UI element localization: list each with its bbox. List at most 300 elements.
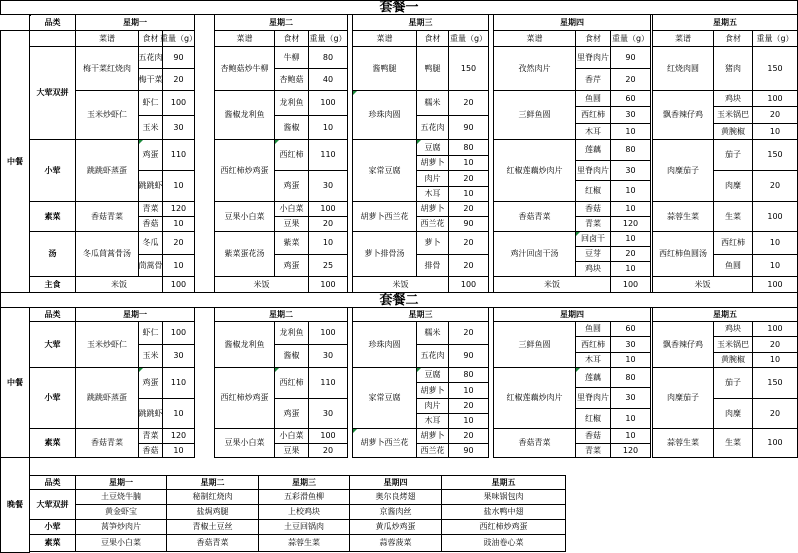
dish-name: 酱椒龙利鱼 bbox=[214, 321, 275, 368]
header-day: 星期二 bbox=[214, 307, 348, 322]
ingredient-weight: 20 bbox=[610, 246, 651, 262]
header-day: 星期五 bbox=[652, 307, 798, 322]
header-day: 星期一 bbox=[75, 14, 195, 31]
ingredient-name: 五花肉 bbox=[416, 115, 449, 140]
ingredient-weight: 100 bbox=[752, 428, 798, 458]
ingredient-name: 虾仁 bbox=[138, 90, 163, 116]
ingredient-weight: 120 bbox=[610, 443, 651, 458]
dish-name: 家常豆腐 bbox=[352, 367, 417, 429]
dish-name: 萝卜排骨汤 bbox=[352, 231, 417, 277]
dish-name: 蒜蓉生菜 bbox=[652, 201, 714, 232]
ingredient-name: 鸡蛋 bbox=[274, 254, 309, 277]
ingredient-weight: 100 bbox=[752, 201, 798, 232]
dinner-dish: 黄金虾宝 bbox=[75, 504, 167, 520]
header-day: 星期四 bbox=[493, 14, 651, 31]
dish-name: 珍珠肉圆 bbox=[352, 321, 417, 368]
ingredient-name: 玉米 bbox=[138, 115, 163, 140]
ingredient-weight: 110 bbox=[308, 367, 348, 399]
dish-name: 蒜蓉生菜 bbox=[652, 428, 714, 458]
ingredient-name: 鱼圆 bbox=[575, 90, 611, 107]
ingredient-name: 回卤干 bbox=[575, 231, 611, 247]
dish-name: 三鲜鱼圆 bbox=[493, 90, 576, 140]
ingredient-name: 木耳 bbox=[575, 352, 611, 368]
dish-name: 豆果小白菜 bbox=[214, 428, 275, 458]
ingredient-weight: 10 bbox=[752, 254, 798, 277]
ingredient-name: 西红柿 bbox=[575, 106, 611, 124]
category-label: 素菜 bbox=[29, 201, 76, 232]
ingredient-name: 生菜 bbox=[713, 428, 753, 458]
header-weight: 重量（g） bbox=[752, 30, 798, 47]
ingredient-name: 排骨 bbox=[416, 254, 449, 277]
cell-comment-marker bbox=[353, 429, 357, 433]
ingredient-name: 玉米锅巴 bbox=[713, 106, 753, 124]
ingredient-name: 鸡蛋 bbox=[274, 398, 309, 429]
ingredient-name: 玉米锅巴 bbox=[713, 336, 753, 353]
header-dish: 菜谱 bbox=[652, 30, 714, 47]
ingredient-weight: 110 bbox=[162, 367, 195, 399]
dish-name: 梅干菜红烧肉 bbox=[75, 46, 139, 91]
ingredient-name: 龙利鱼 bbox=[274, 321, 309, 345]
ingredient-name: 豆腐 bbox=[416, 367, 449, 383]
ingredient-name: 香菇 bbox=[138, 443, 163, 458]
meal-label: 中餐 bbox=[0, 307, 30, 458]
dish-name: 香菇青菜 bbox=[493, 201, 576, 232]
dinner-dish: 土豆回锅肉 bbox=[258, 519, 350, 535]
ingredient-weight: 80 bbox=[610, 139, 651, 161]
ingredient-weight: 20 bbox=[308, 443, 348, 458]
header-dish: 菜谱 bbox=[75, 30, 139, 47]
ingredient-weight: 10 bbox=[448, 155, 489, 171]
ingredient-weight: 120 bbox=[610, 216, 651, 232]
category-label: 大荤双拼 bbox=[29, 46, 76, 140]
dinner-dish: 奥尔良烤翅 bbox=[349, 489, 442, 505]
ingredient-name: 鸡块 bbox=[575, 261, 611, 277]
dish-name: 香菇青菜 bbox=[493, 428, 576, 458]
dish-name: 孜然肉片 bbox=[493, 46, 576, 91]
ingredient-name: 黄腕椒 bbox=[713, 352, 753, 368]
dinner-dish: 西红柿炒鸡蛋 bbox=[441, 519, 566, 535]
cell-comment-marker bbox=[417, 140, 421, 144]
ingredient-name: 小白菜 bbox=[274, 201, 309, 217]
ingredient-weight: 100 bbox=[162, 90, 195, 116]
ingredient-name: 肉片 bbox=[416, 398, 449, 414]
meal-label: 晚餐 bbox=[0, 457, 30, 553]
category-label: 素菜 bbox=[29, 534, 76, 552]
cell-comment-marker bbox=[139, 140, 143, 144]
staple-weight: 100 bbox=[162, 276, 195, 293]
ingredient-name: 茄子 bbox=[713, 139, 753, 171]
dish-name: 飘香辣仔鸡 bbox=[652, 90, 714, 140]
ingredient-name: 木耳 bbox=[416, 413, 449, 429]
ingredient-name: 鸡蛋 bbox=[138, 367, 163, 399]
ingredient-weight: 150 bbox=[752, 46, 798, 91]
dish-name: 家常豆腐 bbox=[352, 139, 417, 202]
dish-name: 西红柿炒鸡蛋 bbox=[214, 367, 275, 429]
ingredient-weight: 120 bbox=[162, 201, 195, 217]
ingredient-name: 豆果 bbox=[274, 443, 309, 458]
ingredient-name: 里脊肉片 bbox=[575, 387, 611, 409]
ingredient-weight: 10 bbox=[610, 352, 651, 368]
ingredient-name: 青菜 bbox=[138, 201, 163, 217]
ingredient-name: 五花肉 bbox=[416, 344, 449, 368]
ingredient-weight: 20 bbox=[162, 68, 195, 91]
ingredient-weight: 20 bbox=[752, 170, 798, 202]
cell-comment-marker bbox=[275, 140, 279, 144]
header-dish: 菜谱 bbox=[214, 30, 275, 47]
category-label: 主食 bbox=[29, 276, 76, 293]
header-weight: 重量（g） bbox=[308, 30, 348, 47]
cell-comment-marker bbox=[576, 232, 580, 236]
ingredient-name: 猪肉 bbox=[713, 46, 753, 91]
ingredient-weight: 10 bbox=[162, 254, 195, 277]
header-ingredient: 食材 bbox=[575, 30, 611, 47]
dinner-dish: 豉油卷心菜 bbox=[441, 534, 566, 552]
ingredient-name: 小白菜 bbox=[274, 428, 309, 444]
staple-weight: 100 bbox=[448, 276, 489, 293]
dish-name: 珍珠肉圆 bbox=[352, 90, 417, 140]
ingredient-weight: 80 bbox=[448, 367, 489, 383]
category-label: 大荤双拼 bbox=[29, 489, 76, 520]
ingredient-name: 茼蒿骨 bbox=[138, 254, 163, 277]
ingredient-weight: 20 bbox=[162, 231, 195, 255]
category-label: 小荤 bbox=[29, 139, 76, 202]
ingredient-weight: 10 bbox=[752, 231, 798, 255]
ingredient-name: 酱椒 bbox=[274, 344, 309, 368]
dish-name: 冬瓜茼蒿骨汤 bbox=[75, 231, 139, 277]
ingredient-name: 糯米 bbox=[416, 90, 449, 116]
ingredient-weight: 30 bbox=[308, 170, 348, 202]
ingredient-weight: 10 bbox=[162, 170, 195, 202]
ingredient-weight: 30 bbox=[610, 336, 651, 353]
ingredient-name: 肉糜 bbox=[713, 170, 753, 202]
ingredient-name: 里脊肉片 bbox=[575, 46, 611, 69]
ingredient-weight: 20 bbox=[448, 254, 489, 277]
dish-name: 豆果小白菜 bbox=[214, 201, 275, 232]
ingredient-name: 梅干菜 bbox=[138, 68, 163, 91]
staple-name: 米饭 bbox=[75, 276, 163, 293]
dish-name: 三鲜鱼圆 bbox=[493, 321, 576, 368]
ingredient-name: 肉糜 bbox=[713, 398, 753, 429]
dish-name: 玉米炒虾仁 bbox=[75, 321, 139, 368]
header-ingredient: 食材 bbox=[416, 30, 449, 47]
ingredient-name: 青菜 bbox=[575, 443, 611, 458]
set-title: 套餐一 bbox=[0, 0, 798, 15]
dish-name: 香菇青菜 bbox=[75, 201, 139, 232]
ingredient-weight: 10 bbox=[610, 261, 651, 277]
dish-name: 玉米炒虾仁 bbox=[75, 90, 139, 140]
ingredient-weight: 10 bbox=[162, 398, 195, 429]
ingredient-name: 豆芽 bbox=[575, 246, 611, 262]
dish-name: 红椒莲藕炒肉片 bbox=[493, 139, 576, 202]
ingredient-name: 青菜 bbox=[138, 428, 163, 444]
ingredient-weight: 100 bbox=[308, 428, 348, 444]
staple-name: 米饭 bbox=[352, 276, 449, 293]
ingredient-weight: 90 bbox=[610, 46, 651, 69]
ingredient-name: 胡萝卜 bbox=[416, 382, 449, 399]
dinner-dish: 青椒土豆丝 bbox=[166, 519, 259, 535]
ingredient-weight: 10 bbox=[610, 428, 651, 444]
ingredient-weight: 20 bbox=[448, 170, 489, 187]
ingredient-weight: 110 bbox=[308, 139, 348, 171]
ingredient-weight: 100 bbox=[752, 90, 798, 107]
ingredient-weight: 20 bbox=[448, 231, 489, 255]
header-day: 星期五 bbox=[652, 14, 798, 31]
ingredient-name: 莲藕 bbox=[575, 367, 611, 388]
ingredient-weight: 90 bbox=[448, 443, 489, 458]
ingredient-weight: 20 bbox=[448, 428, 489, 444]
ingredient-name: 酱椒 bbox=[274, 115, 309, 140]
ingredient-name: 糯米 bbox=[416, 321, 449, 345]
ingredient-weight: 110 bbox=[162, 139, 195, 171]
dish-name: 红椒莲藕炒肉片 bbox=[493, 367, 576, 429]
dish-name: 香菇青菜 bbox=[75, 428, 139, 458]
ingredient-weight: 10 bbox=[610, 201, 651, 217]
dish-name: 鸡汁回卤干汤 bbox=[493, 231, 576, 277]
ingredient-name: 萝卜 bbox=[416, 231, 449, 255]
header-day: 星期四 bbox=[493, 307, 651, 322]
dinner-dish: 果味锅包肉 bbox=[441, 489, 566, 505]
ingredient-name: 鸭腿 bbox=[416, 46, 449, 91]
ingredient-weight: 30 bbox=[610, 160, 651, 181]
staple-weight: 100 bbox=[610, 276, 651, 293]
ingredient-weight: 90 bbox=[162, 46, 195, 69]
dish-name: 西红柿鱼圆汤 bbox=[652, 231, 714, 277]
ingredient-name: 豆腐 bbox=[416, 139, 449, 156]
ingredient-weight: 100 bbox=[308, 90, 348, 116]
category-label: 大荤 bbox=[29, 321, 76, 368]
ingredient-weight: 40 bbox=[308, 68, 348, 91]
category-label: 汤 bbox=[29, 231, 76, 277]
ingredient-weight: 10 bbox=[610, 408, 651, 429]
ingredient-name: 青菜 bbox=[575, 216, 611, 232]
ingredient-name: 西红柿 bbox=[713, 231, 753, 255]
dish-name: 跳跳虾蒸蛋 bbox=[75, 139, 139, 202]
dinner-dish: 盐焗鸡腿 bbox=[166, 504, 259, 520]
ingredient-weight: 10 bbox=[610, 180, 651, 202]
header-ingredient: 食材 bbox=[274, 30, 309, 47]
header-day: 星期二 bbox=[214, 14, 348, 31]
staple-weight: 100 bbox=[308, 276, 348, 293]
ingredient-name: 胡萝卜 bbox=[416, 201, 449, 217]
ingredient-weight: 60 bbox=[610, 321, 651, 337]
ingredient-name: 胡萝卜 bbox=[416, 155, 449, 171]
dinner-dish: 五彩滑鱼柳 bbox=[258, 489, 350, 505]
staple-weight: 100 bbox=[752, 276, 798, 293]
category-label: 小荤 bbox=[29, 367, 76, 429]
dinner-dish: 豆果小白菜 bbox=[75, 534, 167, 552]
header-day: 星期一 bbox=[75, 475, 167, 490]
ingredient-weight: 10 bbox=[162, 443, 195, 458]
ingredient-weight: 10 bbox=[308, 231, 348, 255]
ingredient-weight: 100 bbox=[308, 321, 348, 345]
dinner-dish: 京酱肉丝 bbox=[349, 504, 442, 520]
ingredient-weight: 30 bbox=[308, 344, 348, 368]
ingredient-name: 莲藕 bbox=[575, 139, 611, 161]
ingredient-weight: 80 bbox=[308, 46, 348, 69]
dinner-dish: 黄瓜炒鸡蛋 bbox=[349, 519, 442, 535]
header-category: 品类 bbox=[29, 475, 76, 490]
header-day: 星期三 bbox=[352, 307, 489, 322]
ingredient-weight: 10 bbox=[308, 115, 348, 140]
ingredient-name: 西红柿 bbox=[274, 139, 309, 171]
ingredient-name: 鸡蛋 bbox=[138, 139, 163, 171]
ingredient-name: 胡萝卜 bbox=[416, 428, 449, 444]
dish-name: 肉糜茄子 bbox=[652, 139, 714, 202]
ingredient-weight: 150 bbox=[752, 139, 798, 171]
ingredient-weight: 25 bbox=[308, 254, 348, 277]
header-ingredient: 食材 bbox=[138, 30, 163, 47]
header-category: 品类 bbox=[29, 14, 76, 31]
header-day: 星期四 bbox=[349, 475, 442, 490]
dish-name: 胡萝卜西兰花 bbox=[352, 201, 417, 232]
dinner-dish: 香菇青菜 bbox=[166, 534, 259, 552]
ingredient-weight: 20 bbox=[752, 336, 798, 353]
ingredient-name: 五花肉 bbox=[138, 46, 163, 69]
dish-name: 肉糜茄子 bbox=[652, 367, 714, 429]
header-weight: 重量（g） bbox=[610, 30, 651, 47]
ingredient-weight: 10 bbox=[448, 186, 489, 202]
ingredient-name: 红椒 bbox=[575, 180, 611, 202]
ingredient-weight: 60 bbox=[610, 90, 651, 107]
ingredient-weight: 20 bbox=[448, 90, 489, 116]
ingredient-weight: 20 bbox=[448, 201, 489, 217]
ingredient-weight: 10 bbox=[610, 123, 651, 140]
ingredient-name: 香菇 bbox=[575, 428, 611, 444]
ingredient-weight: 100 bbox=[162, 321, 195, 345]
cell-comment-marker bbox=[417, 368, 421, 372]
ingredient-name: 西红柿 bbox=[575, 336, 611, 353]
ingredient-weight: 30 bbox=[162, 115, 195, 140]
ingredient-name: 木耳 bbox=[416, 186, 449, 202]
header-day: 星期五 bbox=[441, 475, 566, 490]
dish-name: 飘香辣仔鸡 bbox=[652, 321, 714, 368]
ingredient-weight: 10 bbox=[448, 382, 489, 399]
ingredient-weight: 100 bbox=[752, 321, 798, 337]
header-weight: 重量（g） bbox=[448, 30, 489, 47]
ingredient-name: 肉片 bbox=[416, 170, 449, 187]
ingredient-weight: 80 bbox=[448, 139, 489, 156]
ingredient-name: 豆果 bbox=[274, 216, 309, 232]
header-day: 星期一 bbox=[75, 307, 195, 322]
ingredient-name: 鸡蛋 bbox=[274, 170, 309, 202]
dinner-dish: 蒜蓉菠菜 bbox=[349, 534, 442, 552]
ingredient-weight: 20 bbox=[752, 106, 798, 124]
ingredient-weight: 10 bbox=[448, 413, 489, 429]
header-dish: 菜谱 bbox=[352, 30, 417, 47]
dish-name: 杏鲍菇炒牛柳 bbox=[214, 46, 275, 91]
header-dish: 菜谱 bbox=[493, 30, 576, 47]
category-label: 小荤 bbox=[29, 519, 76, 535]
ingredient-name: 玉米 bbox=[138, 344, 163, 368]
ingredient-weight: 100 bbox=[308, 201, 348, 217]
ingredient-weight: 30 bbox=[308, 398, 348, 429]
ingredient-name: 里脊肉片 bbox=[575, 160, 611, 181]
dish-name: 红烧肉圆 bbox=[652, 46, 714, 91]
ingredient-name: 香菇 bbox=[138, 216, 163, 232]
staple-name: 米饭 bbox=[214, 276, 309, 293]
ingredient-name: 黄腕椒 bbox=[713, 123, 753, 140]
ingredient-name: 木耳 bbox=[575, 123, 611, 140]
ingredient-name: 香芹 bbox=[575, 68, 611, 91]
ingredient-name: 鱼圆 bbox=[575, 321, 611, 337]
ingredient-name: 跳跳虾 bbox=[138, 398, 163, 429]
dinner-dish: 蒜蓉生菜 bbox=[258, 534, 350, 552]
dish-name: 紫菜蛋花汤 bbox=[214, 231, 275, 277]
dish-name: 酱鸭腿 bbox=[352, 46, 417, 91]
header-weight: 重量（g） bbox=[162, 30, 195, 47]
category-label: 素菜 bbox=[29, 428, 76, 458]
cell-comment-marker bbox=[353, 91, 357, 95]
ingredient-weight: 10 bbox=[610, 231, 651, 247]
ingredient-weight: 20 bbox=[752, 398, 798, 429]
ingredient-weight: 120 bbox=[162, 428, 195, 444]
dinner-dish: 土豆烧牛腩 bbox=[75, 489, 167, 505]
ingredient-name: 冬瓜 bbox=[138, 231, 163, 255]
dish-name: 胡萝卜西兰花 bbox=[352, 428, 417, 458]
ingredient-name: 西红柿 bbox=[274, 367, 309, 399]
ingredient-weight: 20 bbox=[610, 68, 651, 91]
header-ingredient: 食材 bbox=[713, 30, 753, 47]
ingredient-weight: 10 bbox=[752, 123, 798, 140]
header-day: 星期三 bbox=[352, 14, 489, 31]
ingredient-name: 跳跳虾 bbox=[138, 170, 163, 202]
cell-comment-marker bbox=[576, 368, 580, 372]
ingredient-weight: 90 bbox=[448, 216, 489, 232]
ingredient-name: 紫菜 bbox=[274, 231, 309, 255]
ingredient-name: 鸡块 bbox=[713, 321, 753, 337]
cell-comment-marker bbox=[139, 368, 143, 372]
ingredient-weight: 150 bbox=[448, 46, 489, 91]
ingredient-weight: 30 bbox=[610, 106, 651, 124]
ingredient-weight: 30 bbox=[610, 387, 651, 409]
ingredient-name: 杏鲍菇 bbox=[274, 68, 309, 91]
cell-comment-marker bbox=[275, 368, 279, 372]
ingredient-weight: 90 bbox=[448, 115, 489, 140]
dinner-dish: 盐水鸭中翅 bbox=[441, 504, 566, 520]
ingredient-name: 生菜 bbox=[713, 201, 753, 232]
ingredient-weight: 10 bbox=[752, 352, 798, 368]
ingredient-name: 西兰花 bbox=[416, 216, 449, 232]
spacer bbox=[29, 14, 31, 16]
dish-name: 跳跳虾蒸蛋 bbox=[75, 367, 139, 429]
dish-name: 西红柿炒鸡蛋 bbox=[214, 139, 275, 202]
dinner-dish: 秘制红烧肉 bbox=[166, 489, 259, 505]
header-category-blank bbox=[29, 30, 76, 47]
header-category: 品类 bbox=[29, 307, 76, 322]
dish-name: 酱椒龙利鱼 bbox=[214, 90, 275, 140]
dinner-dish: 上校鸡块 bbox=[258, 504, 350, 520]
ingredient-weight: 20 bbox=[448, 321, 489, 345]
ingredient-name: 龙利鱼 bbox=[274, 90, 309, 116]
ingredient-name: 虾仁 bbox=[138, 321, 163, 345]
ingredient-name: 香菇 bbox=[575, 201, 611, 217]
ingredient-name: 鸡块 bbox=[713, 90, 753, 107]
ingredient-weight: 80 bbox=[610, 367, 651, 388]
header-day: 星期三 bbox=[258, 475, 350, 490]
header-day: 星期二 bbox=[166, 475, 259, 490]
ingredient-weight: 150 bbox=[752, 367, 798, 399]
dinner-dish: 莴笋炒肉片 bbox=[75, 519, 167, 535]
ingredient-name: 红椒 bbox=[575, 408, 611, 429]
ingredient-name: 牛柳 bbox=[274, 46, 309, 69]
ingredient-name: 西兰花 bbox=[416, 443, 449, 458]
ingredient-weight: 20 bbox=[448, 398, 489, 414]
staple-name: 米饭 bbox=[493, 276, 611, 293]
staple-name: 米饭 bbox=[652, 276, 753, 293]
ingredient-name: 鱼圆 bbox=[713, 254, 753, 277]
set-title: 套餐二 bbox=[0, 292, 798, 308]
ingredient-weight: 10 bbox=[162, 216, 195, 232]
